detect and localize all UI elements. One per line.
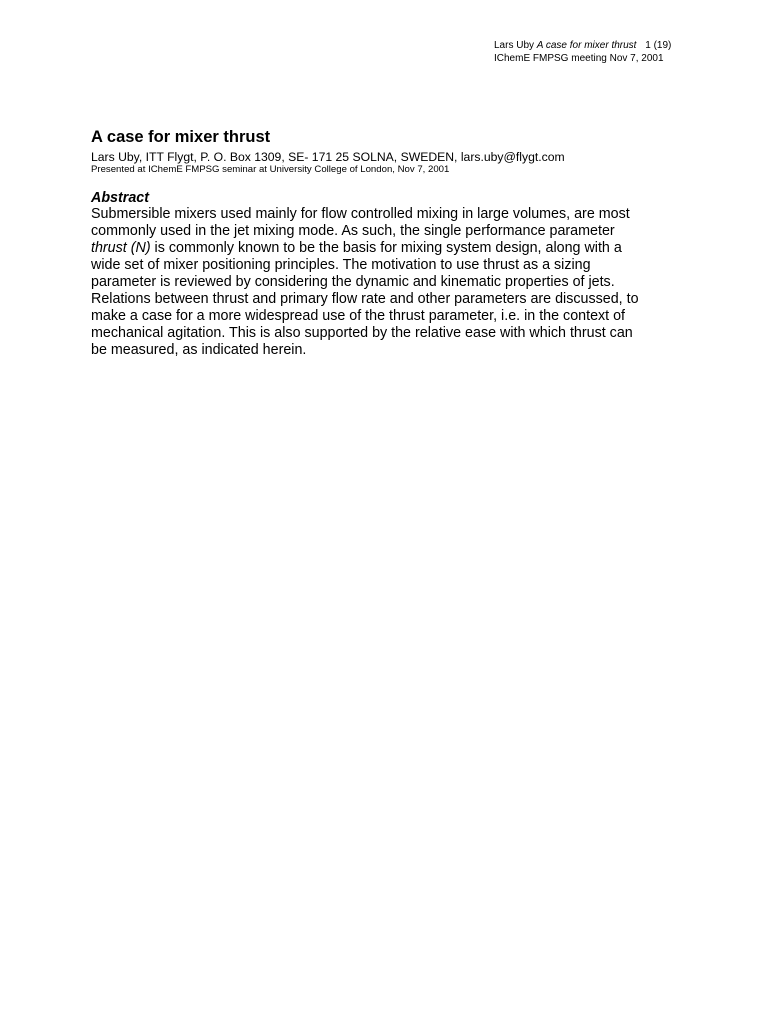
- header-line-1: [494, 40, 671, 53]
- paper-title: A case for mixer thrust: [91, 128, 271, 146]
- thrust-term: thrust (N): [91, 240, 151, 256]
- abstract-line: mechanical agitation. This is also supported by the relative ease with which thrust can: [91, 325, 633, 341]
- header-doc-title: A case for mixer thrust: [536, 40, 637, 51]
- abstract-line: wide set of mixer positioning principles. The motivation to use thrust as a sizing: [91, 257, 591, 273]
- author-affiliation: Lars Uby, ITT Flygt, P. O. Box 1309, SE- 171 25 SOLNA, SWEDEN, lars.uby@flygt.com: [91, 150, 565, 164]
- header-author: Lars Uby: [494, 40, 535, 51]
- abstract-line-text: is commonly known to be the basis for mixing system design, along with a: [150, 240, 622, 256]
- header-page-number: 1 (19): [645, 40, 672, 51]
- abstract-line: Submersible mixers used mainly for flow controlled mixing in large volumes, are most: [91, 206, 630, 222]
- abstract-body: [91, 206, 691, 359]
- abstract-line: [91, 240, 691, 257]
- running-header: [494, 40, 671, 65]
- abstract-line: make a case for a more widespread use of the thrust parameter, i.e. in the context of: [91, 308, 626, 324]
- abstract-line: parameter is reviewed by considering the dynamic and kinematic properties of jets.: [91, 274, 615, 290]
- abstract-line: Relations between thrust and primary flow rate and other parameters are discussed, to: [91, 291, 639, 307]
- header-meeting: IChemE FMPSG meeting Nov 7, 2001: [494, 52, 664, 64]
- abstract-line: commonly used in the jet mixing mode. As such, the single performance parameter: [91, 223, 615, 239]
- presented-note: Presented at IChemE FMPSG seminar at University College of London, Nov 7, 2001: [91, 164, 450, 175]
- abstract-heading: Abstract: [91, 190, 149, 206]
- abstract-line: be measured, as indicated herein.: [91, 342, 307, 358]
